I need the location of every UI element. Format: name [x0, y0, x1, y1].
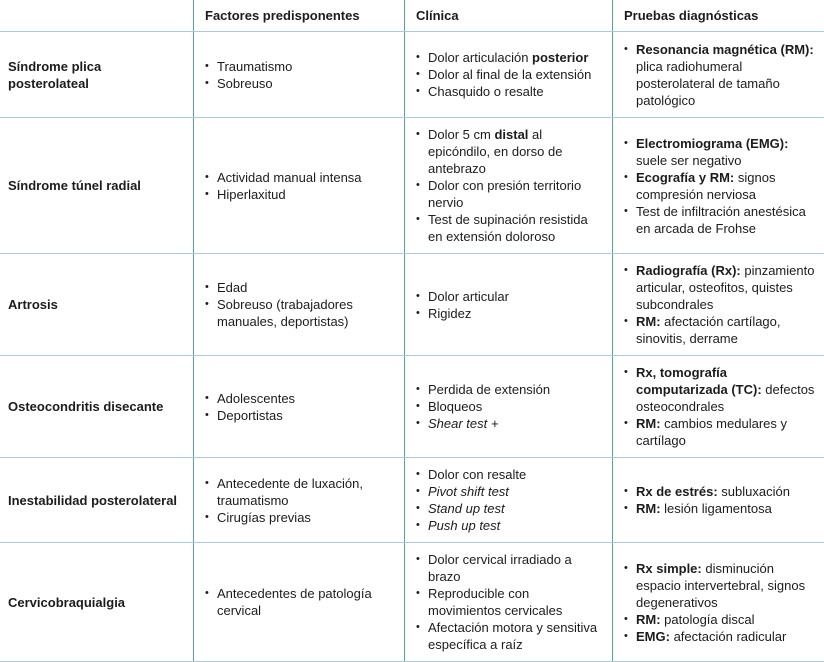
list-item-text: Cirugías previas	[217, 509, 311, 525]
list-item	[416, 66, 605, 83]
factores-cell	[193, 254, 404, 355]
bullet-icon: •	[624, 561, 628, 574]
list-item-text: Test de supinación resistida en extensión doloroso	[428, 212, 588, 244]
bullet-icon: •	[416, 621, 420, 633]
list-item	[624, 41, 817, 109]
table-row	[0, 253, 824, 355]
table-row	[0, 117, 824, 253]
bullet-icon: •	[205, 298, 209, 310]
bullet-icon: •	[416, 485, 420, 497]
list-item	[205, 58, 397, 75]
list-item	[416, 288, 605, 305]
header-factores-predisponentes: Factores predisponentes	[193, 0, 404, 31]
list-item-text: Chasquido o resalte	[428, 84, 544, 99]
bullet-icon: •	[624, 264, 628, 276]
table-row	[0, 457, 824, 542]
table-row	[0, 31, 824, 117]
list-item-text: Dolor 5 cm distal al epicóndilo, en dorso de antebrazo	[428, 127, 563, 176]
list-item-text: Rx, tomografía computarizada (TC): defectos osteocondrales	[636, 365, 815, 414]
list-item	[624, 500, 817, 517]
condition-label: Inestabilidad posterolateral	[8, 492, 178, 508]
header-clinica: Clínica	[404, 0, 612, 31]
list-item	[624, 611, 817, 628]
header-pruebas-diagnosticas: Pruebas diagnósticas	[612, 0, 824, 31]
list-item-text: Radiografía (Rx): pinzamiento articular, osteofitos, quistes subcondrales	[636, 263, 815, 312]
factores-cell	[193, 32, 404, 117]
list-item	[416, 483, 605, 500]
list-item-text: Dolor cervical irradiado a brazo	[428, 552, 572, 584]
bullet-icon: •	[416, 306, 420, 319]
condition-cell	[0, 458, 193, 542]
bullet-icon: •	[624, 204, 628, 217]
bullet-icon: •	[624, 170, 628, 183]
bullet-icon: •	[416, 68, 420, 80]
list-item-text: Dolor con resalte	[428, 467, 527, 482]
list-item-text: Actividad manual intensa	[217, 169, 362, 185]
list-item	[205, 169, 397, 186]
bullet-icon: •	[416, 519, 420, 531]
list-item-text: Deportistas	[217, 407, 283, 423]
list-item	[416, 551, 605, 585]
list-item	[624, 483, 817, 500]
bullet-icon: •	[416, 51, 420, 63]
list-item-text: Antecedentes de patología cervical	[217, 586, 372, 618]
bullet-icon: •	[205, 76, 209, 89]
list-item-text: RM: patología discal	[636, 611, 755, 627]
pruebas-cell	[612, 32, 824, 117]
pruebas-cell	[612, 118, 824, 253]
list-item	[205, 186, 397, 203]
factores-cell	[193, 543, 404, 661]
list-item	[624, 313, 817, 347]
list-item	[416, 500, 605, 517]
pruebas-cell	[612, 543, 824, 661]
list-item-text: Test de infiltración anestésica en arcada de Frohse	[636, 203, 806, 236]
list-item	[205, 75, 397, 92]
list-item-text: Rx simple: disminución espacio intervertebral, signos degenerativos	[636, 560, 806, 610]
bullet-icon: •	[205, 587, 209, 599]
list-item	[205, 509, 397, 526]
list-item	[416, 398, 605, 415]
bullet-icon: •	[416, 502, 420, 514]
list-item-text: Pivot shift test	[428, 484, 509, 499]
condition-label: Síndrome plica posterolateal	[8, 58, 102, 91]
bullet-icon: •	[416, 179, 420, 191]
bullet-icon: •	[624, 315, 628, 327]
list-item	[205, 585, 397, 619]
bullet-icon: •	[416, 553, 420, 565]
list-item-text: Resonancia magnética (RM): plica radiohumeral posterolateral de tamaño patológico	[636, 41, 814, 108]
list-item	[624, 560, 817, 611]
list-item	[416, 466, 605, 483]
list-item-text: Dolor articulación posterior	[428, 50, 589, 65]
bullet-icon: •	[416, 587, 420, 599]
factores-cell	[193, 356, 404, 457]
bullet-icon: •	[624, 502, 628, 514]
list-item	[624, 415, 817, 449]
table-row	[0, 355, 824, 457]
clinica-cell	[404, 32, 612, 117]
list-item-text: Perdida de extensión	[428, 382, 551, 397]
list-item-text: Sobreuso (trabajadores manuales, deportistas)	[217, 297, 353, 329]
list-item-text: Adolescentes	[217, 390, 296, 406]
clinica-cell	[404, 118, 612, 253]
list-item-text: Rigidez	[428, 305, 472, 321]
condition-cell	[0, 543, 193, 661]
bullet-icon: •	[205, 510, 209, 523]
list-item-text: Dolor con presión territorio nervio	[428, 178, 582, 210]
bullet-icon: •	[624, 612, 628, 625]
header-spacer	[0, 0, 193, 31]
list-item	[624, 169, 817, 203]
condition-label: Osteocondritis disecante	[8, 399, 164, 414]
list-item	[416, 126, 605, 177]
list-item-text: Reproducible con movimientos cervicales	[428, 586, 563, 618]
list-item	[416, 585, 605, 619]
list-item	[416, 415, 605, 432]
factores-cell	[193, 118, 404, 253]
list-item-text: Shear test +	[428, 416, 499, 431]
bullet-icon: •	[205, 59, 209, 72]
list-item	[416, 177, 605, 211]
table-body	[0, 31, 824, 661]
pruebas-cell	[612, 254, 824, 355]
list-item-text: RM: lesión ligamentosa	[636, 501, 772, 516]
list-item	[416, 83, 605, 100]
bullet-icon: •	[416, 85, 420, 97]
list-item	[205, 407, 397, 424]
condition-label: Síndrome túnel radial	[8, 178, 141, 193]
pruebas-cell	[612, 356, 824, 457]
list-item	[416, 211, 605, 245]
bullet-icon: •	[205, 408, 209, 421]
list-item-text: Dolor al final de la extensión	[428, 67, 592, 82]
bullet-icon: •	[416, 289, 420, 302]
list-item	[416, 49, 605, 66]
list-item-text: Dolor articular	[428, 288, 509, 304]
condition-cell	[0, 118, 193, 253]
list-item-text: RM: cambios medulares y cartílago	[636, 416, 787, 448]
list-item-text: Traumatismo	[217, 58, 293, 74]
clinica-cell	[404, 543, 612, 661]
list-item-text: RM: afectación cartílago, sinovitis, derrame	[636, 314, 781, 346]
list-item	[416, 305, 605, 322]
bullet-icon: •	[416, 128, 420, 140]
list-item-text: Stand up test	[428, 501, 505, 516]
list-item	[624, 262, 817, 313]
bullet-icon: •	[205, 281, 209, 293]
condition-label: Artrosis	[8, 297, 58, 312]
bullet-icon: •	[624, 136, 628, 149]
table-header-row	[0, 0, 824, 31]
bullet-icon: •	[416, 383, 420, 395]
bullet-icon: •	[416, 400, 420, 412]
list-item-text: Electromiograma (EMG): suele ser negativo	[636, 135, 789, 168]
pruebas-cell	[612, 458, 824, 542]
list-item	[205, 296, 397, 330]
factores-cell	[193, 458, 404, 542]
list-item	[416, 517, 605, 534]
list-item-text: Antecedente de luxación, traumatismo	[217, 475, 363, 508]
bullet-icon: •	[624, 42, 628, 55]
list-item	[416, 619, 605, 653]
bullet-icon: •	[416, 417, 420, 429]
list-item	[624, 364, 817, 415]
condition-label: Cervicobraquialgia	[8, 594, 126, 610]
bullet-icon: •	[205, 187, 209, 200]
bullet-icon: •	[416, 213, 420, 225]
list-item	[205, 390, 397, 407]
bullet-icon: •	[205, 476, 209, 489]
list-item	[416, 381, 605, 398]
bullet-icon: •	[416, 468, 420, 480]
list-item-text: Push up test	[428, 518, 501, 533]
list-item-text: Ecografía y RM: signos compresión nerviosa	[636, 169, 776, 202]
list-item-text: Edad	[217, 280, 248, 295]
list-item	[624, 628, 817, 645]
clinica-cell	[404, 356, 612, 457]
bullet-icon: •	[205, 391, 209, 404]
list-item-text: Afectación motora y sensitiva específica a raíz	[428, 620, 598, 652]
list-item-text: Hiperlaxitud	[217, 186, 286, 202]
list-item-text: Sobreuso	[217, 75, 273, 91]
table-row	[0, 542, 824, 661]
list-item	[624, 135, 817, 169]
bullet-icon: •	[624, 417, 628, 429]
condition-cell	[0, 32, 193, 117]
list-item	[205, 475, 397, 509]
condition-cell	[0, 356, 193, 457]
list-item-text: EMG: afectación radicular	[636, 628, 787, 644]
list-item	[624, 203, 817, 237]
list-item-text: Bloqueos	[428, 399, 483, 414]
bullet-icon: •	[624, 366, 628, 378]
list-item-text: Rx de estrés: subluxación	[636, 484, 790, 499]
bullet-icon: •	[624, 629, 628, 642]
bullet-icon: •	[205, 170, 209, 183]
clinica-cell	[404, 254, 612, 355]
condition-cell	[0, 254, 193, 355]
list-item	[205, 279, 397, 296]
bullet-icon: •	[624, 485, 628, 497]
clinica-cell	[404, 458, 612, 542]
